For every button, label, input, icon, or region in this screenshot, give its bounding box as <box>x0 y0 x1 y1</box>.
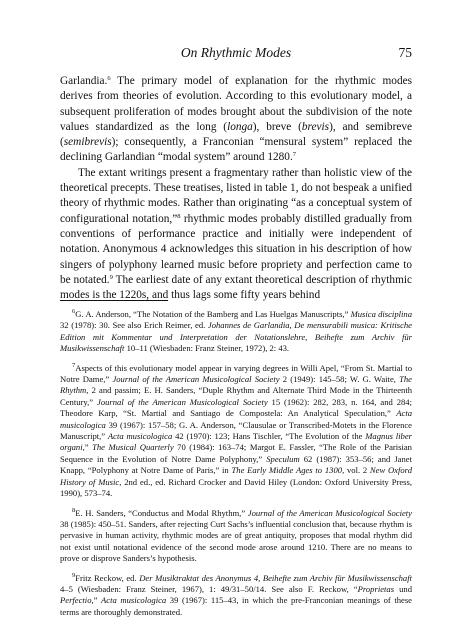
text-run: , 2 and passim; E. H. Sanders, “Duple Rhythm and Alternate Third Mode in the Thirteenth Century,” <box>60 385 412 407</box>
text-run: ,” <box>82 442 93 453</box>
footnote-ref-6: 6 <box>107 75 111 82</box>
text-run: The primary model of explanation for the rhythmic modes derives from theories of evolution. According to this evolutionary model, a subsequent proliferation of modes brought about the subdivision of the note values standardized as the long ( <box>60 75 412 133</box>
journal-title: Speculum <box>266 453 300 464</box>
journal-title: Musica disciplina <box>350 309 412 319</box>
work-title: Magnus liber organi <box>60 431 412 453</box>
footnote-9 <box>60 573 412 619</box>
text-run: , vol. 2 <box>342 465 370 476</box>
text-run: 10–11 (Wiesbaden: Franz Steiner, 1972), 2: 43. <box>124 343 290 354</box>
footnote-number: 9 <box>72 571 76 579</box>
text-run: 39 (1967): 115–43, in which the pre-Franconian meanings of these terms are thoroughly demonstrated. <box>60 595 412 617</box>
text-run: 32 (1978): 30. See also Erich Reimer, ed. <box>60 320 208 331</box>
footnote-6 <box>60 309 412 355</box>
article-title-term: Proprietas <box>357 583 395 594</box>
page-number: 75 <box>398 45 412 60</box>
journal-title: The Musical Quarterly <box>92 442 174 453</box>
journal-title: Acta musicologica <box>107 431 173 442</box>
journal-title: Journal of the American Musicological Society <box>97 396 268 407</box>
footnote-7 <box>60 363 412 500</box>
text-run: 62 (1987): 353–56; and Janet Knapp, “Polyphony at Notre Dame of Paris,” in <box>60 453 412 476</box>
footnote-divider <box>60 300 168 301</box>
text-run: G. A. Anderson, “The Notation of the Bamberg and Las Huelgas Manuscripts,” <box>75 309 351 319</box>
paragraph-2 <box>60 166 412 304</box>
text-run: 15 (1962): 282, 283, n. 164, and 284; Theodore Karp, “St. Martial and Santiago de Compostela: An Analytical Speculation,” <box>60 396 412 419</box>
text-run: , 2nd ed., ed. Richard Crocker and David Hiley (London: Oxford University Press, 1990), 573–74. <box>60 476 413 499</box>
book-title: Johannes de Garlandia, De mensurabili musica: Kritische Edition mit Kommentar und Interpretation der Notationslehre, Beihefte zum Archiv für Musikwissenschaft <box>60 320 412 354</box>
text-run: ), and semibreve ( <box>60 120 413 149</box>
text-run: rhythmic modes probably distilled gradually from conventions of performance practice and initially were independent of notation. Anonymous 4 acknowledges this situation in his description of how singers of polyphony learned music before propriety and perfection came to be notated. <box>60 212 412 286</box>
main-text <box>60 74 412 303</box>
page-header <box>60 45 412 63</box>
book-title: The Rhythm <box>60 374 412 396</box>
text-run: ), breve ( <box>252 120 302 133</box>
text-run: 70 (1984): 163–74; Margot E. Fassler, “The Role of the Parisian Sequence in the Evolution of Notre Dame Polyphony,” <box>60 442 412 464</box>
book-title: Der Musiktraktat des Anonymus 4, Beihefte zum Archiv für Musikwissenschaft <box>139 572 413 583</box>
text-run: Fritz Reckow, ed. <box>75 572 140 583</box>
footnote-ref-8: 8 <box>177 212 181 220</box>
text-run: ,” <box>91 595 102 606</box>
text-run: 38 (1985): 450–51. Sanders, after rejecting Curt Sachs’s influential conclusion that, because rhythm is pervasive in human activity, rhythmic modes are of great antiquity, proposes that modal rhythm did not exist until notational evidence of the second mode arose around 1210. There are no means to prove or disprove Sanders’s hypothesis. <box>60 518 412 564</box>
footnote-ref-9: 9 <box>109 273 113 281</box>
journal-title: Journal of the American Musicological Society <box>112 374 280 385</box>
journal-title: Journal of the American Musicological Society <box>247 507 412 518</box>
text-run: Aspects of this evolutionary model appear in varying degrees in Willi Apel, “From St. Martial to Notre Dame,” <box>60 362 412 385</box>
footnote-number: 6 <box>72 308 76 315</box>
text-run: The extant writings present a fragmentary rather than holistic view of the theoretical precepts. These treatises, listed in table 1, do not bespeak a unified theory of rhythmic modes. Rather than originating “as a conceptual system of configurational notation,” <box>60 166 412 225</box>
term-semibrevis: semibrevis <box>63 136 112 149</box>
journal-title: Acta musicologica <box>101 595 167 606</box>
series-title: New Oxford History of Music <box>60 465 412 487</box>
text-run: 4–5 (Wiesbaden: Franz Steiner, 1967), 1: 49/31–50/14. See also F. Reckow, “ <box>60 583 358 594</box>
footnote-8 <box>60 508 412 565</box>
paragraph-1 <box>60 74 412 166</box>
term-brevis: brevis <box>301 120 330 133</box>
text-run: 42 (1970): 123; Hans Tischler, “The Evolution of the <box>172 431 366 442</box>
term-longa: longa <box>227 120 253 133</box>
text-run: und <box>394 583 412 594</box>
footnote-number: 7 <box>72 361 76 369</box>
footnotes <box>60 309 412 626</box>
text-run: E. H. Sanders, “Conductus and Modal Rhythm,” <box>75 507 248 518</box>
journal-title: Acta musicologica <box>60 408 412 430</box>
footnote-number: 8 <box>72 506 76 514</box>
book-title: The Early Middle Ages to 1300 <box>231 465 343 476</box>
text-run: Garlandia. <box>60 75 108 87</box>
text-run: 2 (1949): 145–58; W. G. Waite, <box>279 374 400 385</box>
running-head: On Rhythmic Modes <box>180 45 292 60</box>
article-title-term: Perfectio <box>60 595 92 606</box>
text-run: The earliest date of any extant theoretical description of rhythmic modes is the 1220s, and thus lags some fifty years behind <box>60 273 413 302</box>
text-run: 39 (1967): 157–58; G. A. Anderson, “Clausulae or Transcribed-Motets in the Florence Manuscript,” <box>60 419 412 442</box>
text-run: ); consequently, a Franconian “mensural system” replaced the declining Garlandian “modal system” around 1280. <box>60 136 412 164</box>
footnote-ref-7: 7 <box>292 151 297 159</box>
